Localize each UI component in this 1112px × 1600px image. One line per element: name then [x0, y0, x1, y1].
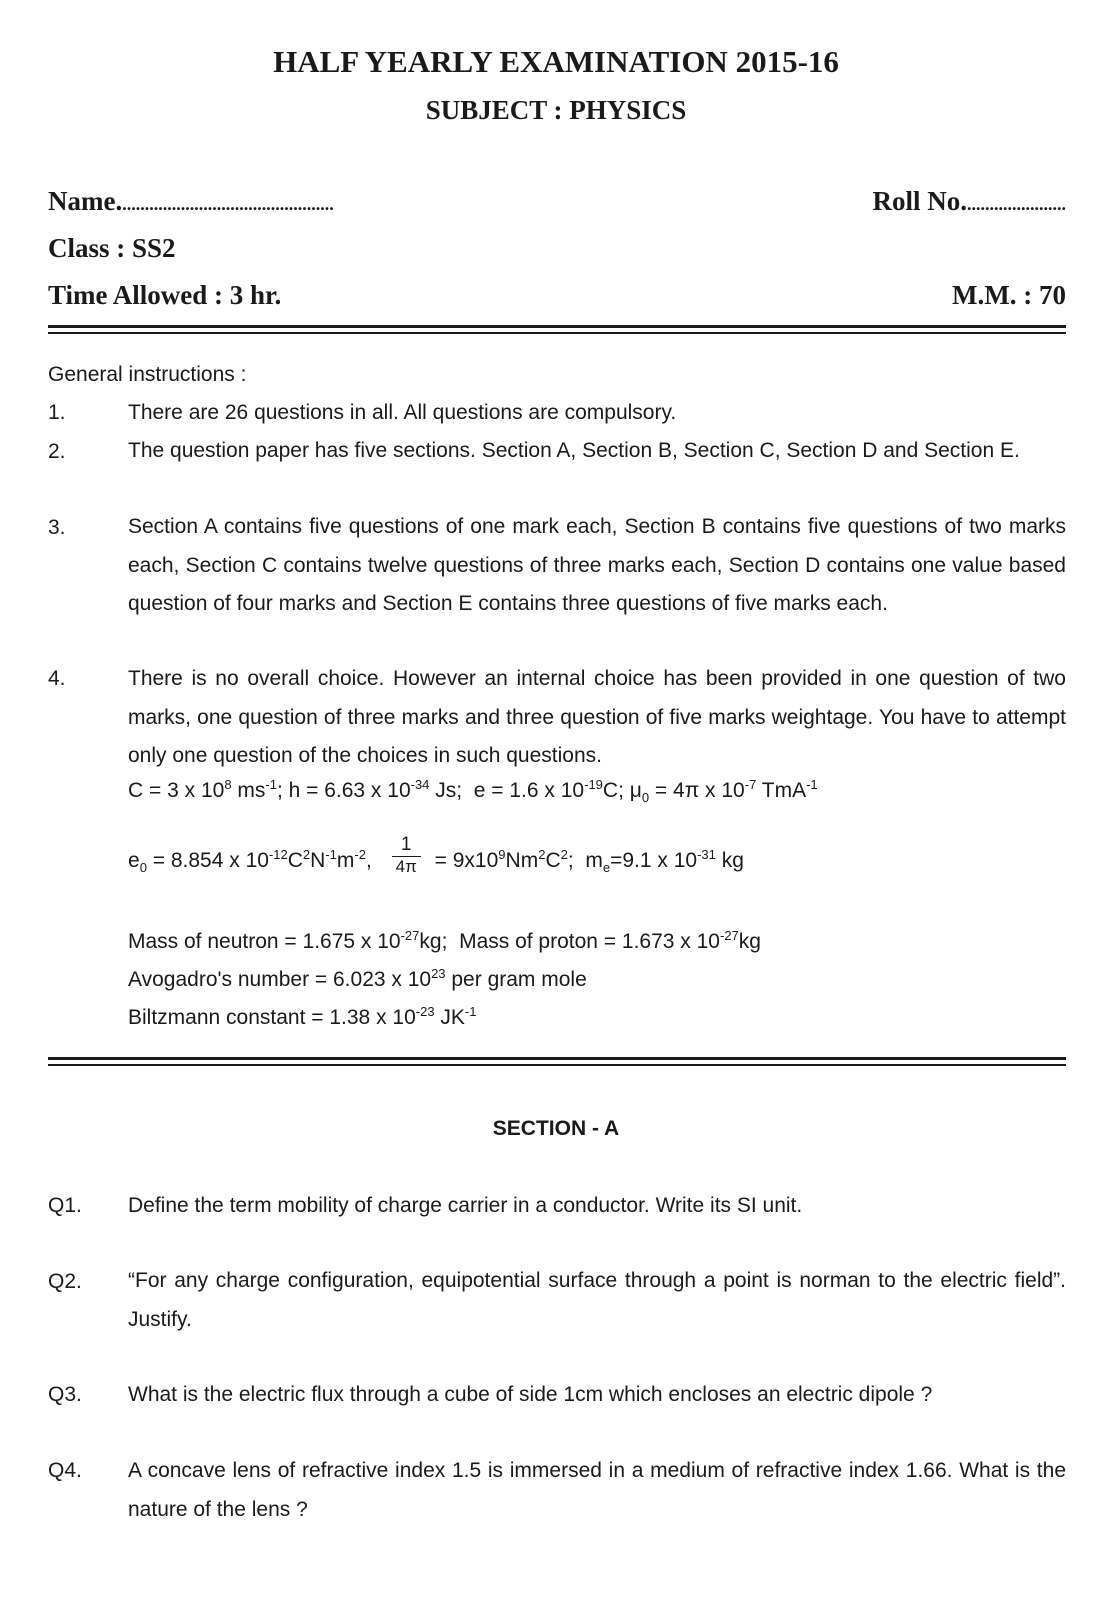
instructions-heading: General instructions : — [48, 363, 247, 386]
question-text: Define the term mobility of charge carrier in a conductor. Write its SI unit. — [128, 1194, 803, 1217]
constants-line-4: Avogadro's number = 6.023 x $10^{23}$ per gram mole — [128, 966, 587, 991]
constants-line-1: C = 3 x $10^8$ $ms^{-1}$; h = 6.63 x $10^{-34}$ Js; e = 1.6 x $10^{-19}C$; $\mu_0 = 4\pi$ x $10^{-7}$ TmA$^{-1}$ — [128, 777, 818, 806]
header-rule-top — [48, 325, 1066, 328]
instruction-number: 4. — [48, 667, 66, 690]
constants-rule-top — [48, 1057, 1066, 1060]
instruction-number: 3. — [48, 516, 66, 539]
constants-line-2: $e_0 = 8.854$ x $10^{-12}C^2N^{-1}m^{-2}$, $\frac{1}{4\pi}$ = $9x10^9Nm^2C^2$; $m_e=9.1$ x $10^{-31}$ kg — [128, 834, 744, 876]
name-dots: ............................................... — [122, 194, 334, 214]
instruction-text: There is no overall choice. However an internal choice has been provided in one question of two marks, one question of three marks and three question of five marks weightage. You have to attempt only one question of the choices in such questions. — [128, 667, 1066, 767]
constants-line-3: Mass of neutron = 1.675 x $10^{-27}kg$; Mass of proton = 1.673 x $10^{-27}kg$ — [128, 928, 761, 953]
question-number: Q1. — [48, 1194, 82, 1217]
question-number: Q2. — [48, 1270, 82, 1293]
instruction-text: The question paper has five sections. Section A, Section B, Section C, Section D and Section E. — [128, 439, 1020, 462]
roll-field — [873, 186, 1067, 217]
class-line: Class : SS2 — [48, 233, 176, 263]
instruction-text: Section A contains five questions of one mark each, Section B contains five questions of two marks each, Section C contains twelve questions of three marks each, Section D contains one value based question of four marks and Section E contains three questions of five marks each. — [128, 515, 1066, 615]
roll-label: Roll No. — [872, 186, 967, 216]
subject-title: SUBJECT : PHYSICS — [425, 95, 687, 125]
question-number: Q3. — [48, 1383, 82, 1406]
coulomb-fraction: $\frac{1}{4\pi}$ — [392, 834, 421, 877]
section-a-heading: SECTION - A — [492, 1117, 620, 1140]
roll-dots: ...................... — [967, 194, 1066, 214]
time-line: Time Allowed : 3 hr. — [48, 280, 282, 310]
instruction-number: 1. — [48, 401, 66, 424]
question-text: A concave lens of refractive index 1.5 is immersed in a medium of refractive index 1.66. What is the nature of the lens ? — [128, 1459, 1066, 1521]
question-text: What is the electric flux through a cube of side 1cm which encloses an electric dipole ? — [128, 1383, 933, 1406]
name-field — [48, 186, 334, 217]
constants-rule-bottom — [48, 1064, 1066, 1066]
constants-line-5: Biltzmann constant = 1.38 x $10^{-23}$ $JK^{-1}$ — [128, 1004, 477, 1029]
instruction-text: There are 26 questions in all. All questions are compulsory. — [128, 401, 677, 424]
question-number: Q4. — [48, 1459, 82, 1482]
header-rule-bottom — [48, 332, 1066, 334]
max-marks: M.M. : 70 — [952, 280, 1066, 310]
exam-title: HALF YEARLY EXAMINATION 2015-16 — [273, 44, 839, 79]
instruction-number: 2. — [48, 440, 66, 463]
question-text: “For any charge configuration, equipotential surface through a point is norman to the electric field”. Justify. — [128, 1269, 1066, 1331]
name-label: Name. — [48, 186, 123, 216]
